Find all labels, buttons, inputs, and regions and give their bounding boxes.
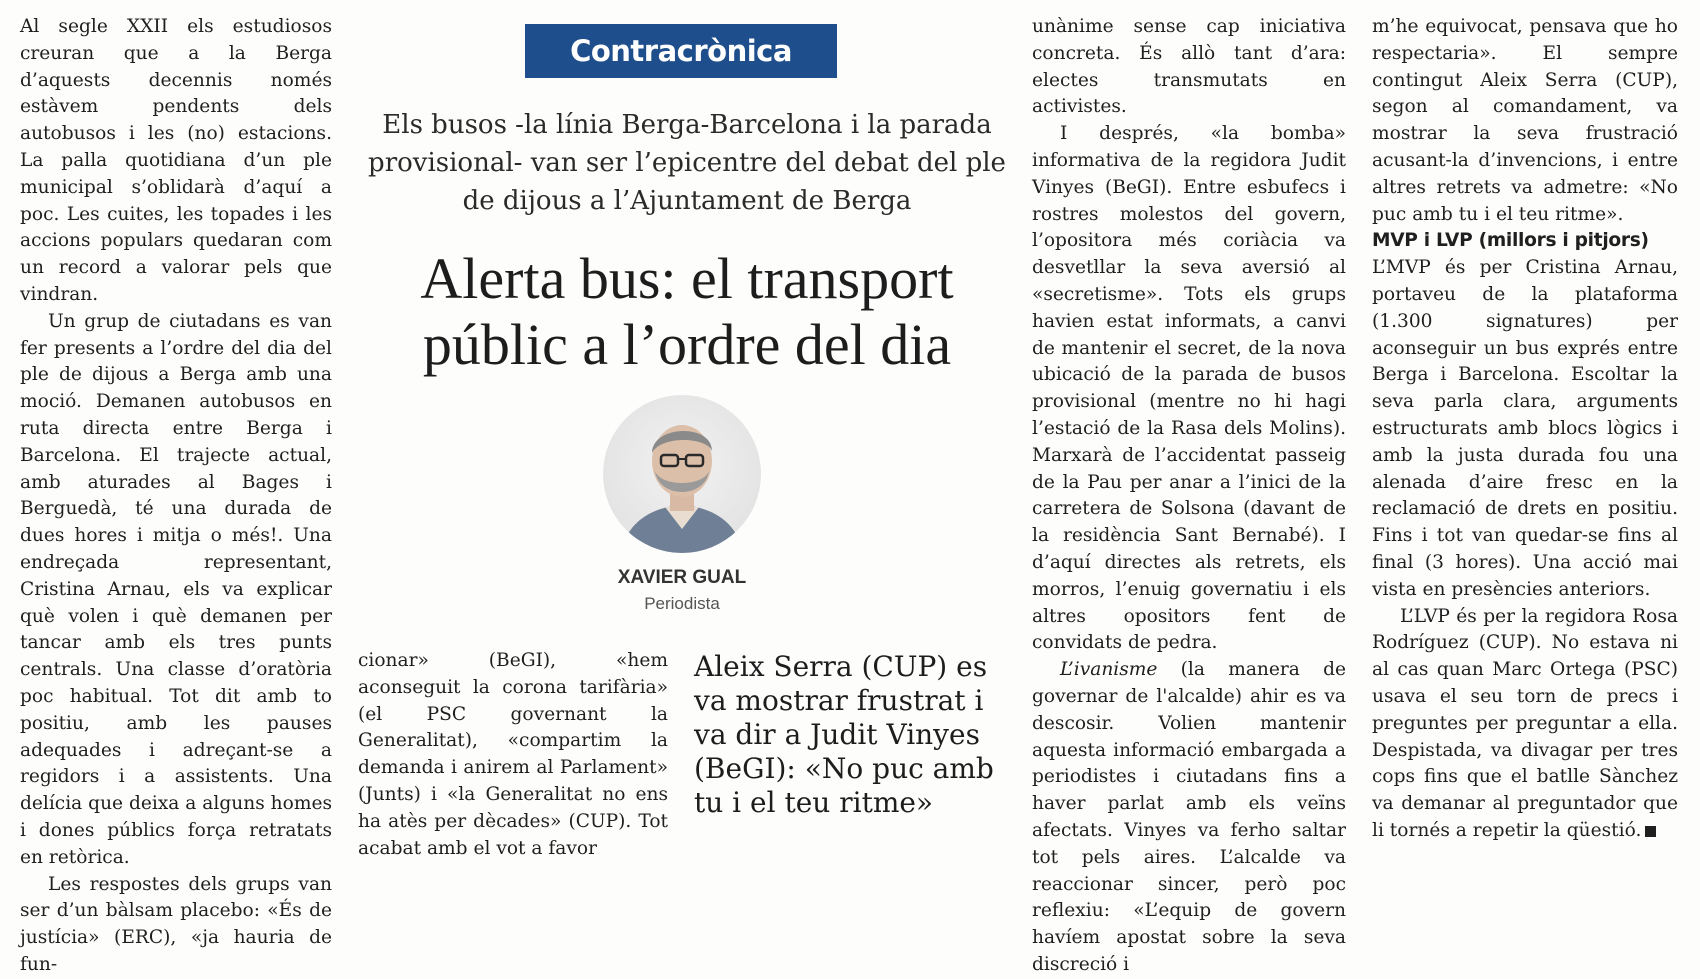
author-photo <box>603 395 761 553</box>
paragraph: Al segle XXII els estudiosos creuran que a la Berga d’aquests decennis només estàvem pendents dels autobusos i les (no) estacions. La palla quotidiana d’un ple municipal s’oblidarà d’aquí a poc. Les cuites, les topades i les accions populars quedaran com un record a valorar pels que vindran. <box>20 16 332 305</box>
author-role: Periodista <box>644 594 720 613</box>
end-mark-icon <box>1645 826 1656 837</box>
article-column-3 <box>1032 14 1346 979</box>
paragraph: unànime sense cap iniciativa concreta. És allò tant d’ara: electes transmutats en activistes. <box>1032 16 1346 118</box>
author-name: XAVIER GUAL <box>617 567 747 588</box>
subhead: MVP i LVP (millors i pitjors) <box>1372 230 1649 252</box>
paragraph: m’he equivocat, pensava que ho respectaria». El sempre contingut Aleix Serra (CUP), segon al comandament, va mostrar la seva frustració acusant-la d’invencions, i entre altres retrets va admetre: «No puc amb tu i el teu ritme». <box>1372 16 1678 225</box>
emphasis: L’ivanisme <box>1060 659 1158 681</box>
article-headline: Alerta bus: el transport públic a l’ordre del dia <box>420 246 954 377</box>
paragraph: Un grup de ciutadans es van fer presents a l’ordre del dia del ple de dijous a Berga amb una moció. Demanen autobusos en ruta directa entre Berga i Barcelona. El trajecte actual, amb aturades al Bages i Berguedà, té una durada de dues hores i mitja o més!. Una endreçada representant, Cristina Arnau, els va explicar què volen i què demanen per tancar amb els tres punts centrals. Una classe d’oratòria poc habitual. Tot dit amb to positiu, amb les pauses adequades i adreçant-se a regidors i a assistents. Una delícia que deixa a alguns homes i dones públics força retratats en retòrica. <box>20 310 332 868</box>
paragraph: L’MVP és per Cristina Arnau, portaveu de la plataforma (1.300 signatures) per aconseguir un bus exprés entre Berga i Barcelona. Escoltar la seva parla clara, arguments estructurats amb blocs lògics i amb la justa durada fou una alenada d’aire fresc en la reclamació de drets en positiu. Fins i tot van quedar-se fins al final (3 hores). Una acció mai vista en presències anteriors. <box>1372 257 1678 600</box>
article-column-4 <box>1372 14 1678 845</box>
paragraph: Les respostes dels grups van ser d’un bàlsam placebo: «És de justícia» (ERC), «ja hauria de fun- <box>20 873 332 975</box>
author-portrait-icon <box>603 395 761 553</box>
paragraph: cionar» (BeGI), «hem aconseguit la corona tarifària» (el PSC governant la Generalitat), «compartim la demanda i anirem al Parlament» (Junts) i «la Generalitat no ens ha atès per dècades» (CUP). Tot acabat amb el vot a favor <box>358 650 668 859</box>
pull-quote: Aleix Serra (CUP) es va mostrar frustrat i va dir a Judit Vinyes (BeGI): «No puc amb tu i el teu ritme» <box>694 650 994 819</box>
section-tag: Contracrònica <box>525 24 837 78</box>
paragraph: I després, «la bomba» informativa de la regidora Judit Vinyes (BeGI). Entre esbufecs i rostres molestos del govern, l’opositora més coriàcia va desvetllar la seva aversió al «secretisme». Tots els grups havien estat informats, a canvi de mantenir el secret, de la nova ubicació de la parada de busos provisional (mentre no hi hagi l’estació de la Rasa dels Molins). Marxarà de l’accidentat passeig de la Pau per anar a l’inici de la carretera de Solsona (davant de la residència Sant Bernabé). I d’aquí directes als retrets, els morros, l’enuig governatiu i els altres opositors fent de convidats de pedra. <box>1032 123 1346 654</box>
article-dek: Els busos -la línia Berga-Barcelona i la parada provisional- van ser l’epicentre del debat del ple de dijous a l’Ajuntament de Berga <box>368 110 1006 216</box>
article-column-2 <box>358 648 668 862</box>
paragraph <box>1372 604 1678 845</box>
article-column-1 <box>20 14 332 979</box>
paragraph-text: L’LVP és per la regidora Rosa Rodríguez (CUP). No estava ni al cas quan Marc Ortega (PSC) usava el seu torn de precs i preguntes per preguntar a ella. Despistada, va divagar per tres cops fins que el batlle Sànchez va demanar al preguntador que li tornés a repetir la qüestió. <box>1372 605 1678 841</box>
paragraph-text: (la manera de governar de l'alcalde) ahir es va descosir. Volien mantenir aquesta informació embargada a periodistes i ciutadans fins a haver parlat amb els veïns afectats. Vinyes va ferho saltar tot pels aires. L’alcalde va reaccionar sincer, però poc reflexiu: «L’equip de govern havíem apostat sobre la seva discreció i <box>1032 659 1346 975</box>
paragraph <box>1032 657 1346 979</box>
